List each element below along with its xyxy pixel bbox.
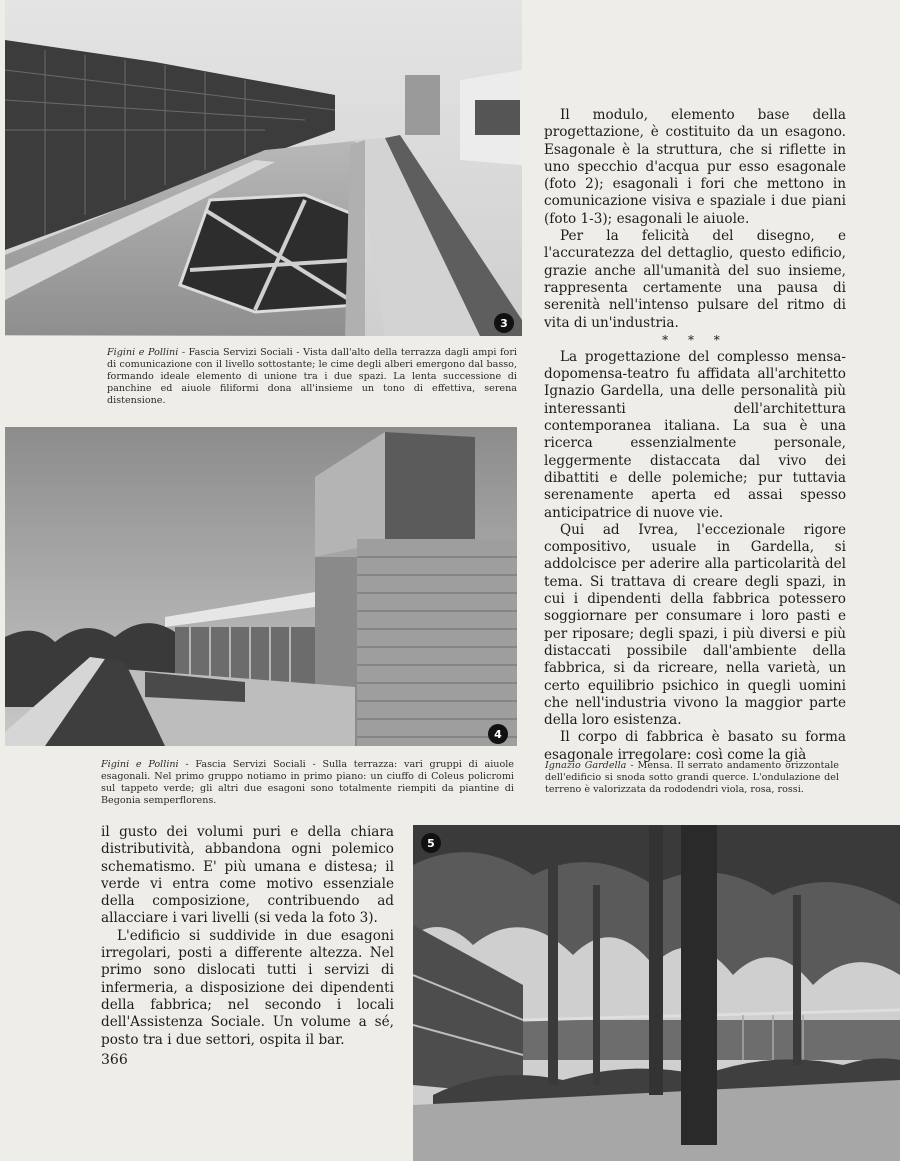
caption-4-author: Figini e Pollini	[101, 759, 179, 770]
paragraph-gardella: La progettazione del complesso mensa-dopomensa-teatro fu affidata all'architetto Ignazio Gardella, una delle personalità più interessanti dell'architettura contemporanea italiana. La sua è una ricerca essenzialmente personale, leggermente distaccata dal vivo dei dibattiti e delle polemiche; pur tuttavia serenamente aperta ed assai spesso anticipatrice di nuove vie.	[544, 348, 846, 521]
caption-3-author: Figini e Pollini	[107, 347, 179, 358]
caption-photo-4	[101, 759, 514, 807]
caption-4-text: - Fascia Servizi Sociali - Sulla terrazza: vari gruppi di aiuole esagonali. Nel primo gruppo notiamo in primo piano: un ciuffo di Coleus policromi sul tappeto verde; gli altri due esagoni sono totalmente riempiti da piantine di Begonia semperflorens.	[101, 759, 514, 806]
section-separator: * * *	[662, 332, 728, 347]
photo-4-terrace	[5, 427, 517, 746]
paragraph-building: L'edificio si suddivide in due esagoni irregolari, posti a differente altezza. Nel primo sono dislocati tutti i servizi di infermeria, a disposizione dei dipendenti della fabbrica; nel secondo i locali dell'Assistenza Sociale. Un volume a sé, posto tra i due settori, ospita il bar.	[101, 927, 394, 1048]
paragraph-design: Per la felicità del disegno, e l'accuratezza del dettaglio, questo edificio, grazie anche all'umanità del suo insieme, rappresenta certamente una pausa di serenità nell'intenso pulsare del ritmo di vita di un'industria.	[544, 228, 846, 331]
paragraph-hexagon-body: Il corpo di fabbrica è basato su forma esagonale irregolare: così come la già	[544, 729, 846, 763]
photo-5-number: 5	[421, 833, 441, 853]
paragraph-volumes: il gusto dei volumi puri e della chiara distributività, abbandona ogni polemico schematismo. E' più umana e distesa; il verde vi entra come motivo essenziale della composizione, contribuendo ad allacciare i vari livelli (si veda la foto 3).	[101, 824, 394, 927]
photo-5-canteen	[413, 825, 900, 1161]
page-number: 366	[101, 1052, 128, 1068]
photo-3-image	[5, 0, 522, 336]
paragraph-ivrea: Qui ad Ivrea, l'eccezionale rigore compositivo, usuale in Gardella, si addolcisce per aderire alla particolarità del tema. Si trattava di creare degli spazi, in cui i dipendenti della fabbrica potessero soggiornare per consumare i loro pasti e per riposare; degli spazi, i più diversi e più distaccati possibile dall'ambiente della fabbrica, si da ricreare, nella varietà, un certo equilibrio psichico in quegli uomini che nell'industria vivono la maggior parte della loro esistenza.	[544, 521, 846, 729]
photo-3-number: 3	[494, 313, 514, 333]
caption-photo-3	[107, 347, 517, 407]
photo-5-image	[413, 825, 900, 1161]
caption-3-text: - Fascia Servizi Sociali - Vista dall'alto della terrazza dagli ampi fori di comunicazione con il livello sottostante; le cime degli alberi emergono dal basso, formando ideale elemento di unione tra i due spazi. La lenta successione di panchine ed aiuole filiformi dona all'insieme un tono di effettiva, serena distensione.	[107, 347, 517, 406]
caption-5-text: - Mensa. Il serrato andamento orizzontale dell'edificio si snoda sotto grandi querce. L'ondulazione del terreno è valorizzata da rododendri viola, rosa, rossi.	[545, 760, 839, 795]
right-text-column	[544, 107, 846, 764]
paragraph-module: Il modulo, elemento base della progettazione, è costituito da un esagono. Esagonale è la struttura, che si riflette in uno specchio d'acqua pur esso esagonale (foto 2); esagonali i fori che mettono in comunicazione visiva e spaziale i due piani (foto 1-3); esagonali le aiuole.	[544, 107, 846, 227]
photo-4-image	[5, 427, 517, 746]
photo-3-terrace	[5, 0, 522, 336]
left-text-column	[101, 824, 394, 1049]
photo-4-number: 4	[488, 724, 508, 744]
caption-5-author: Ignazio Gardella	[545, 760, 627, 771]
caption-photo-5	[545, 760, 839, 796]
